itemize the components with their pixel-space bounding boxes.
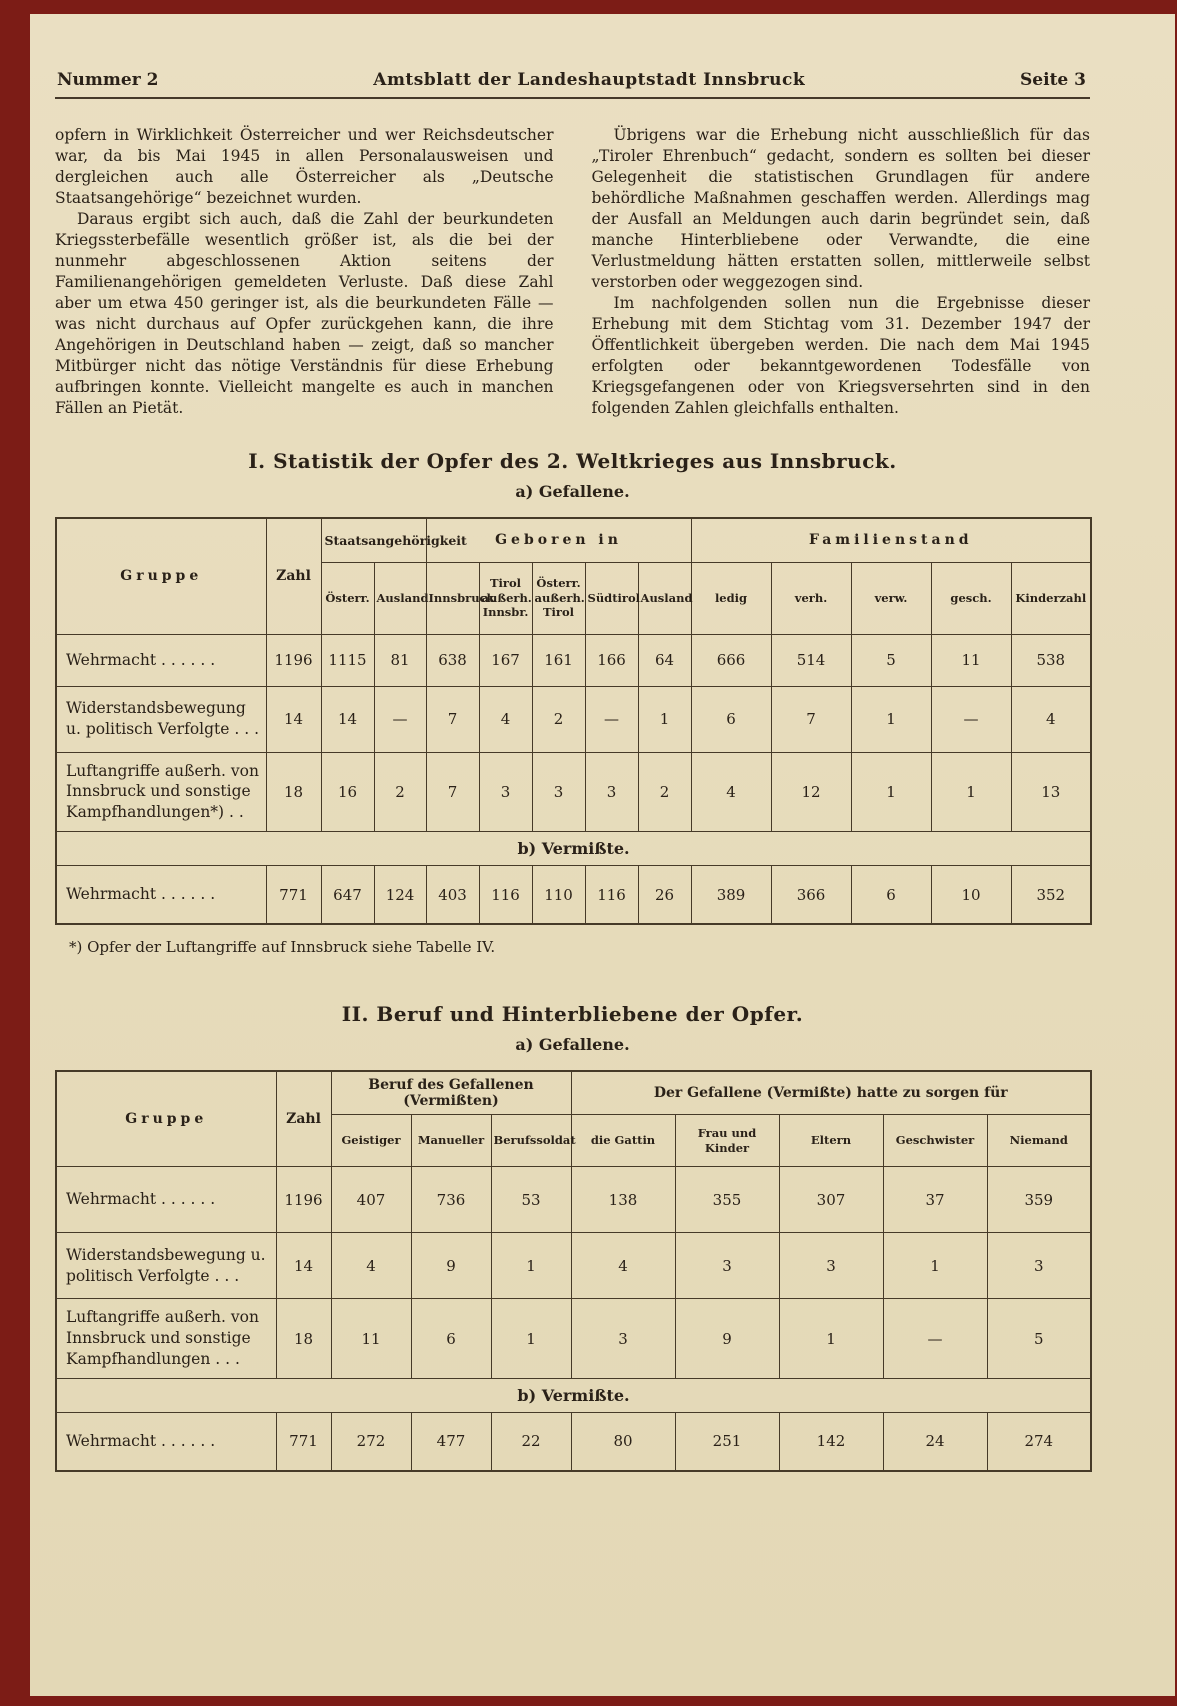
table-cell: 110: [532, 866, 585, 924]
table-cell: 272: [331, 1413, 411, 1471]
section1-title: I. Statistik der Opfer des 2. Weltkrieges aus Innsbruck.: [248, 449, 897, 473]
table-cell: 1: [779, 1299, 883, 1379]
table-cell: 4: [1011, 686, 1091, 752]
table-cell: 142: [779, 1413, 883, 1471]
section1-sub-gefallene: a) Gefallene.: [515, 482, 630, 501]
table-cell: 4: [691, 752, 771, 832]
table-cell: 81: [374, 634, 426, 686]
table-cell: 274: [987, 1413, 1091, 1471]
table-cell: 1: [491, 1233, 571, 1299]
table-cell: 1: [883, 1233, 987, 1299]
table-cell: 7: [426, 686, 479, 752]
row-label: Wehrmacht . . . . . .: [56, 866, 266, 924]
table-cell: —: [585, 686, 638, 752]
table-cell: 1196: [266, 634, 321, 686]
paragraph: opfern in Wirklichkeit Österreicher und wer Reichsdeutscher war, da bis Mai 1945 in allen Personalausweisen und dergleichen auch alle Österreicher als „Deutsche Staatsangehörige“ bezeichnet wurden.: [55, 126, 554, 207]
table-cell: 14: [276, 1233, 331, 1299]
table-cell: 2: [532, 686, 585, 752]
table-cell: 307: [779, 1167, 883, 1233]
col-header-gesch: gesch.: [931, 562, 1011, 634]
table-cell: 514: [771, 634, 851, 686]
table-beruf-hinterbliebene: [55, 1070, 1092, 1472]
col-group-geboren-in: Geboren in: [426, 518, 691, 562]
table1-footnote: *) Opfer der Luftangriffe auf Innsbruck siehe Tabelle IV.: [69, 937, 496, 956]
table-cell: 638: [426, 634, 479, 686]
table-cell: 3: [479, 752, 532, 832]
col-header-tirol-ausserh: Tirol außerh. Innsbr.: [479, 562, 532, 634]
band-vermisste-label: b) Vermißte.: [56, 832, 1091, 866]
issue-number: Nummer 2: [57, 70, 159, 90]
table-cell: 5: [851, 634, 931, 686]
table-cell: 1: [931, 752, 1011, 832]
row-label: Widerstandsbewegung u. politisch Verfolgte . . .: [56, 686, 266, 752]
table-cell: 407: [331, 1167, 411, 1233]
table-cell: 366: [771, 866, 851, 924]
table-cell: 138: [571, 1167, 675, 1233]
table-row-luftangriffe: [56, 752, 1091, 832]
row-label: Wehrmacht . . . . . .: [56, 634, 266, 686]
table-cell: 251: [675, 1413, 779, 1471]
col-header-gruppe: Gruppe: [56, 518, 266, 634]
journal-title: Amtsblatt der Landeshauptstadt Innsbruck: [373, 70, 806, 90]
table-cell: 6: [851, 866, 931, 924]
col-header-die-gattin: die Gattin: [571, 1115, 675, 1167]
table-header-groups: [56, 1071, 1091, 1115]
table-cell: 1: [851, 686, 931, 752]
table-row-luftangriffe: [56, 1299, 1091, 1379]
table-cell: —: [374, 686, 426, 752]
paper-sheet: [30, 14, 1175, 1696]
table-cell: 64: [638, 634, 691, 686]
col-group-familienstand: Familienstand: [691, 518, 1091, 562]
paragraph: Daraus ergibt sich auch, daß die Zahl der beurkundeten Kriegssterbefälle wesentlich größer ist, als die bei der nunmehr abgeschlossenen Aktion seitens der Familienangehörigen gemeldeten Verluste. Daß diese Zahl aber um etwa 450 geringer ist, als die beurkundeten Fälle — was nicht durchaus auf Opfer zurückgehen kann, die ihre Angehörigen in Deutschland haben — zeigt, daß so mancher Mitbürger nicht das nötige Verständnis für diese Erhebung aufbringen konnte. Vielleicht mangelte es auch in manchen Fällen an Pietät.: [55, 210, 554, 417]
table-row-wehrmacht: [56, 634, 1091, 686]
table-cell: —: [931, 686, 1011, 752]
table-cell: 736: [411, 1167, 491, 1233]
table-cell: 3: [675, 1233, 779, 1299]
col-header-geistiger: Geistiger: [331, 1115, 411, 1167]
col-header-verh: verh.: [771, 562, 851, 634]
col-header-frau-und-kinder: Frau und Kinder: [675, 1115, 779, 1167]
table-cell: 26: [638, 866, 691, 924]
table-cell: 1115: [321, 634, 374, 686]
table-cell: 7: [771, 686, 851, 752]
section2-sub-gefallene: a) Gefallene.: [515, 1034, 630, 1054]
row-label: Luftangriffe außerh. von Innsbruck und sonstige Kampfhandlungen*) . .: [56, 752, 266, 832]
col-header-innsbruck: Innsbruck: [426, 562, 479, 634]
table-cell: 403: [426, 866, 479, 924]
table-cell: 4: [571, 1233, 675, 1299]
col-header-gruppe: Gruppe: [56, 1071, 276, 1167]
table-cell: 11: [331, 1299, 411, 1379]
table-cell: 12: [771, 752, 851, 832]
table-cell: 3: [532, 752, 585, 832]
col-header-kinderzahl: Kinderzahl: [1011, 562, 1091, 634]
table-cell: 477: [411, 1413, 491, 1471]
band-vermisste: [56, 1379, 1091, 1413]
table-row-widerstand: [56, 686, 1091, 752]
col-header-ausland: Ausland: [374, 562, 426, 634]
table-cell: 538: [1011, 634, 1091, 686]
table-cell: 116: [585, 866, 638, 924]
table-cell: 80: [571, 1413, 675, 1471]
table-cell: 14: [266, 686, 321, 752]
table-statistik-opfer: [55, 517, 1092, 925]
table-cell: 11: [931, 634, 1011, 686]
band-vermisste-label: b) Vermißte.: [56, 1379, 1091, 1413]
col-group-beruf: Beruf des Gefallenen (Vermißten): [331, 1071, 571, 1115]
body-column-left: [55, 125, 554, 419]
body-text: [55, 125, 1090, 419]
table-cell: 3: [987, 1233, 1091, 1299]
table-cell: 53: [491, 1167, 571, 1233]
col-header-niemand: Niemand: [987, 1115, 1091, 1167]
table-cell: 167: [479, 634, 532, 686]
table-cell: 9: [675, 1299, 779, 1379]
col-header-zahl: Zahl: [276, 1071, 331, 1167]
table-cell: 9: [411, 1233, 491, 1299]
table-cell: 647: [321, 866, 374, 924]
body-column-right: [592, 125, 1091, 419]
paragraph: Im nachfolgenden sollen nun die Ergebnisse dieser Erhebung mit dem Stichtag vom 31. Dezember 1947 der Öffentlichkeit übergeben werden. Die nach dem Mai 1945 erfolgten oder bekanntgewordenen Todesfälle von Kriegsgefangenen oder von Kriegsversehrten sind in den folgenden Zahlen gleichfalls enthalten.: [591, 294, 1090, 417]
table-cell: 2: [638, 752, 691, 832]
table-cell: 5: [987, 1299, 1091, 1379]
table-cell: 124: [374, 866, 426, 924]
table-cell: 16: [321, 752, 374, 832]
table-cell: 14: [321, 686, 374, 752]
table-cell: 18: [276, 1299, 331, 1379]
table-cell: —: [883, 1299, 987, 1379]
table-cell: 24: [883, 1413, 987, 1471]
table-cell: 161: [532, 634, 585, 686]
table-cell: 3: [779, 1233, 883, 1299]
table-cell: 6: [691, 686, 771, 752]
table-cell: 3: [571, 1299, 675, 1379]
table-cell: 2: [374, 752, 426, 832]
row-label: Wehrmacht . . . . . .: [56, 1167, 276, 1233]
table-cell: 3: [585, 752, 638, 832]
table-cell: 1: [638, 686, 691, 752]
table-cell: 13: [1011, 752, 1091, 832]
table-cell: 18: [266, 752, 321, 832]
table-cell: 771: [266, 866, 321, 924]
table-cell: 355: [675, 1167, 779, 1233]
table-cell: 4: [331, 1233, 411, 1299]
col-group-staatsangehoerigkeit: Staatsangehörigkeit: [321, 518, 426, 562]
row-label: Widerstandsbewegung u. politisch Verfolgte . . .: [56, 1233, 276, 1299]
col-header-ausland2: Ausland: [638, 562, 691, 634]
col-header-verw: verw.: [851, 562, 931, 634]
table-cell: 4: [479, 686, 532, 752]
table-cell: 37: [883, 1167, 987, 1233]
table-cell: 7: [426, 752, 479, 832]
col-header-oesterr: Österr.: [321, 562, 374, 634]
table-header-groups: [56, 518, 1091, 562]
page-number: Seite 3: [1020, 70, 1086, 90]
table-row-wehrmacht: [56, 1167, 1091, 1233]
col-header-eltern: Eltern: [779, 1115, 883, 1167]
row-label: Wehrmacht . . . . . .: [56, 1413, 276, 1471]
page-content: [55, 70, 1090, 1472]
table-cell: 1: [491, 1299, 571, 1379]
row-label: Luftangriffe außerh. von Innsbruck und sonstige Kampfhandlungen . . .: [56, 1299, 276, 1379]
col-header-manueller: Manueller: [411, 1115, 491, 1167]
col-header-suedtirol: Südtirol: [585, 562, 638, 634]
col-header-zahl: Zahl: [266, 518, 321, 634]
table-cell: 166: [585, 634, 638, 686]
table-cell: 6: [411, 1299, 491, 1379]
table-cell: 389: [691, 866, 771, 924]
col-header-oesterr-ausserh-tirol: Österr. außerh. Tirol: [532, 562, 585, 634]
masthead: [55, 70, 1090, 99]
table-cell: 352: [1011, 866, 1091, 924]
col-header-ledig: ledig: [691, 562, 771, 634]
col-group-sorgen: Der Gefallene (Vermißte) hatte zu sorgen für: [571, 1071, 1091, 1115]
table-row-wehrmacht-vermisste: [56, 1413, 1091, 1471]
table-cell: 10: [931, 866, 1011, 924]
table-cell: 1196: [276, 1167, 331, 1233]
table-cell: 771: [276, 1413, 331, 1471]
paragraph: Übrigens war die Erhebung nicht ausschließlich für das „Tiroler Ehrenbuch“ gedacht, sondern es sollten bei dieser Gelegenheit die statistischen Grundlagen für andere behördliche Maßnahmen geschaffen werden. Allerdings mag der Ausfall an Meldungen auch darin begründet sein, daß manche Hinterbliebene oder Verwandte, die eine Verlustmeldung hätten erstatten sollen, mittlerweile selbst verstorben oder weggezogen sind.: [591, 126, 1090, 291]
table-cell: 1: [851, 752, 931, 832]
table-cell: 666: [691, 634, 771, 686]
section2-title: II. Beruf und Hinterbliebene der Opfer.: [341, 1001, 804, 1026]
col-header-geschwister: Geschwister: [883, 1115, 987, 1167]
table-cell: 116: [479, 866, 532, 924]
table-cell: 359: [987, 1167, 1091, 1233]
col-header-berufssoldat: Berufssoldat: [491, 1115, 571, 1167]
band-vermisste: [56, 832, 1091, 866]
table-cell: 22: [491, 1413, 571, 1471]
table-row-wehrmacht-vermisste: [56, 866, 1091, 924]
table-row-widerstand: [56, 1233, 1091, 1299]
